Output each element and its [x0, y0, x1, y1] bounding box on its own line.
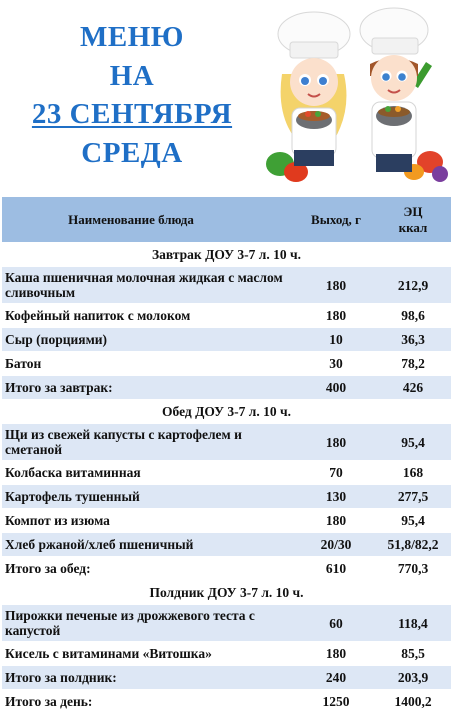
subtotal-yield: 610 [297, 557, 375, 581]
table-row [2, 485, 451, 509]
dish-yield: 20/30 [297, 533, 375, 557]
dish-yield: 130 [297, 485, 375, 509]
menu-header [0, 0, 454, 196]
dish-yield: 60 [297, 605, 375, 642]
day-total-label: Итого за день: [2, 690, 297, 714]
table-row [2, 509, 451, 533]
table-row [2, 267, 451, 304]
day-total-row [2, 690, 451, 714]
section-snack [2, 581, 451, 605]
title-line-menu: МЕНЮ [80, 21, 184, 53]
table-header-row [2, 197, 451, 243]
dish-yield: 30 [297, 352, 375, 376]
header-dish-name: Наименование блюда [2, 197, 297, 243]
table-row [2, 605, 451, 642]
dish-name: Батон [2, 352, 297, 376]
subtotal-row [2, 557, 451, 581]
table-row [2, 328, 451, 352]
title-weekday: СРЕДА [81, 136, 183, 169]
dish-yield: 70 [297, 461, 375, 485]
subtotal-label: Итого за полдник: [2, 666, 297, 690]
dish-energy: 85,5 [375, 642, 451, 666]
chef-kids-illustration [262, 4, 448, 190]
dish-energy: 95,4 [375, 424, 451, 461]
table-row [2, 304, 451, 328]
dish-yield: 180 [297, 509, 375, 533]
dish-yield: 180 [297, 304, 375, 328]
menu-table [2, 197, 451, 714]
dish-yield: 180 [297, 424, 375, 461]
subtotal-row [2, 666, 451, 690]
dish-name: Сыр (порциями) [2, 328, 297, 352]
dish-energy: 212,9 [375, 267, 451, 304]
dish-name: Пирожки печеные из дрожжевого теста с капустой [2, 605, 297, 642]
table-row [2, 533, 451, 557]
dish-energy: 51,8/82,2 [375, 533, 451, 557]
subtotal-yield: 400 [297, 376, 375, 400]
day-total-energy: 1400,2 [375, 690, 451, 714]
dish-energy: 168 [375, 461, 451, 485]
subtotal-row [2, 376, 451, 400]
dish-energy: 277,5 [375, 485, 451, 509]
header-yield: Выход, г [297, 197, 375, 243]
dish-yield: 180 [297, 642, 375, 666]
subtotal-yield: 240 [297, 666, 375, 690]
dish-energy: 118,4 [375, 605, 451, 642]
dish-energy: 98,6 [375, 304, 451, 328]
header-energy [375, 197, 451, 243]
table-row [2, 352, 451, 376]
day-total-yield: 1250 [297, 690, 375, 714]
dish-energy: 36,3 [375, 328, 451, 352]
dish-name: Каша пшеничная молочная жидкая с маслом сливочным [2, 267, 297, 304]
table-row [2, 642, 451, 666]
dish-yield: 10 [297, 328, 375, 352]
title-date: 23 СЕНТЯБРЯ [31, 98, 233, 130]
title-line-na: НА [109, 59, 155, 92]
dish-name: Кофейный напиток с молоком [2, 304, 297, 328]
subtotal-label: Итого за обед: [2, 557, 297, 581]
dish-name: Кисель с витаминами «Витошка» [2, 642, 297, 666]
section-title: Полдник ДОУ 3-7 л. 10 ч. [2, 581, 451, 605]
dish-energy: 95,4 [375, 509, 451, 533]
dish-name: Щи из свежей капусты с картофелем и сметаной [2, 424, 297, 461]
dish-name: Колбаска витаминная [2, 461, 297, 485]
section-title: Обед ДОУ 3-7 л. 10 ч. [2, 400, 451, 424]
header-energy-line2: ккал [398, 219, 428, 235]
subtotal-energy: 203,9 [375, 666, 451, 690]
dish-yield: 180 [297, 267, 375, 304]
table-row [2, 424, 451, 461]
dish-name: Компот из изюма [2, 509, 297, 533]
subtotal-label: Итого за завтрак: [2, 376, 297, 400]
subtotal-energy: 426 [375, 376, 451, 400]
section-lunch [2, 400, 451, 424]
header-energy-line1: ЭЦ [403, 203, 423, 219]
menu-title [0, 18, 264, 172]
subtotal-energy: 770,3 [375, 557, 451, 581]
dish-energy: 78,2 [375, 352, 451, 376]
section-breakfast [2, 243, 451, 267]
section-title: Завтрак ДОУ 3-7 л. 10 ч. [2, 243, 451, 267]
dish-name: Хлеб ржаной/хлеб пшеничный [2, 533, 297, 557]
table-row [2, 461, 451, 485]
dish-name: Картофель тушенный [2, 485, 297, 509]
